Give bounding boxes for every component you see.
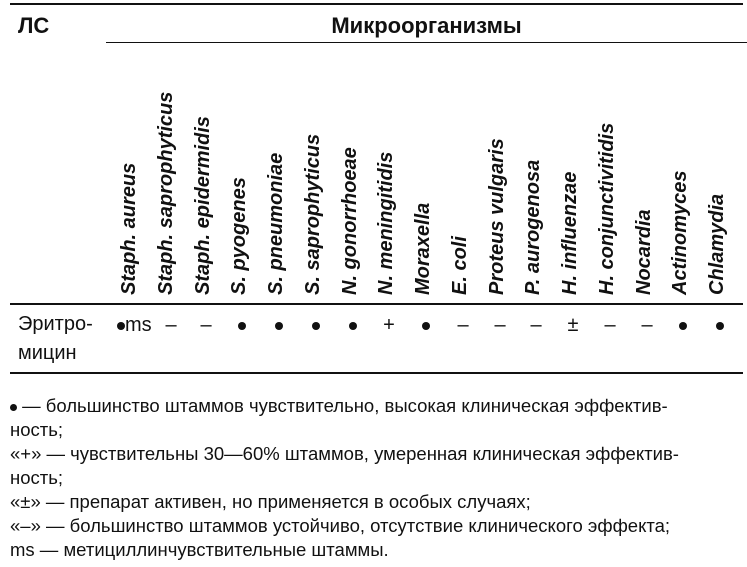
sensitivity-cell: –	[200, 314, 212, 336]
legend-line	[10, 394, 745, 418]
organism-header	[154, 45, 184, 295]
organism-label: Chlamydia	[706, 193, 728, 295]
sensitivity-cell: –	[457, 314, 469, 336]
cell-value: ms	[125, 314, 152, 336]
organism-label: Nocardia	[633, 209, 655, 295]
organism-header	[301, 45, 331, 295]
sensitivity-cell	[227, 314, 257, 337]
legend-line	[10, 514, 745, 538]
bullet-icon	[679, 322, 687, 330]
organism-label: P. aurogenosa	[522, 159, 544, 295]
legend-text: ность;	[10, 419, 64, 440]
legend-symbol: «±»	[10, 491, 41, 512]
sensitivity-cell: –	[165, 314, 177, 336]
organism-header	[521, 45, 551, 295]
organism-label: S. saprophyticus	[302, 133, 324, 295]
legend-symbol: «+»	[10, 443, 42, 464]
organism-label: S. pneumoniae	[265, 152, 287, 295]
sensitivity-cell	[411, 314, 441, 337]
legend-text: — большинство штаммов чувствительно, высокая клиническая эффектив-	[22, 395, 668, 416]
bullet-icon	[312, 322, 320, 330]
legend-line	[10, 418, 745, 442]
sensitivity-cell: –	[494, 314, 506, 336]
legend-text: ность;	[10, 467, 64, 488]
drug-name-line2: мицин	[18, 342, 77, 364]
organisms-header: Микроорганизмы	[331, 13, 522, 38]
sensitivity-cell: –	[641, 314, 653, 336]
drug-name-line1: Эритро-	[18, 313, 93, 335]
sensitivity-cell	[338, 314, 368, 337]
organism-header	[558, 45, 588, 295]
legend-text: — препарат активен, но применяется в особых случаях;	[40, 491, 531, 512]
bullet-icon	[716, 322, 724, 330]
organism-header	[632, 45, 662, 295]
legend-symbol: «–»	[10, 515, 41, 536]
legend-text: — чувствительны 30—60% штаммов, умеренная клиническая эффектив-	[41, 443, 679, 464]
organism-label: E. coli	[449, 236, 471, 295]
organism-label: Actinomyces	[669, 170, 691, 295]
organism-label: H. influenzae	[559, 171, 581, 295]
sensitivity-cell	[264, 314, 294, 337]
organism-header	[705, 45, 735, 295]
drug-column-header: ЛС	[18, 13, 50, 38]
organism-header	[668, 45, 698, 295]
bullet-icon	[238, 322, 246, 330]
organism-header	[485, 45, 515, 295]
legend-text: — метициллинчувствительные штаммы.	[34, 539, 389, 560]
organism-header	[374, 45, 404, 295]
top-rule	[10, 3, 743, 5]
sensitivity-cell: –	[530, 314, 542, 336]
bullet-icon	[349, 322, 357, 330]
organism-label: Staph. aureus	[118, 162, 140, 295]
sensitivity-cell	[705, 314, 735, 337]
legend-text: — большинство штаммов устойчиво, отсутствие клинического эффекта;	[40, 515, 671, 536]
legend-line	[10, 442, 745, 466]
legend-line	[10, 538, 745, 562]
organism-label: N. meningitidis	[375, 151, 397, 295]
organism-label: Staph. saprophyticus	[155, 91, 177, 295]
organism-header	[595, 45, 625, 295]
legend-line	[10, 466, 745, 490]
organism-label: Moraxella	[412, 202, 434, 295]
legend-line	[10, 490, 745, 514]
organism-header	[117, 45, 147, 295]
organism-header	[448, 45, 478, 295]
bullet-icon	[275, 322, 283, 330]
organism-header	[338, 45, 368, 295]
organism-header	[191, 45, 221, 295]
organism-header	[411, 45, 441, 295]
legend-symbol: ms	[10, 539, 35, 560]
sensitivity-cell: –	[604, 314, 616, 336]
organism-header	[227, 45, 257, 295]
organism-label: Staph. epidermidis	[192, 116, 214, 295]
sensitivity-cell	[301, 314, 331, 337]
table-bottom-rule	[10, 372, 743, 374]
sensitivity-cell: +	[383, 314, 395, 336]
organism-label: S. pyogenes	[228, 177, 250, 295]
organisms-header-underline	[106, 42, 747, 43]
sensitivity-cell	[668, 314, 698, 337]
organism-label: Proteus vulgaris	[486, 138, 508, 295]
bullet-icon	[422, 322, 430, 330]
sensitivity-cell: ±	[567, 314, 579, 336]
bullet-icon	[117, 322, 125, 330]
organism-label: N. gonorrhoeae	[339, 147, 361, 295]
organism-header	[264, 45, 294, 295]
bullet-icon	[10, 404, 17, 411]
organism-label: H. conjunctivitidis	[596, 122, 618, 295]
header-bottom-rule	[10, 303, 743, 305]
